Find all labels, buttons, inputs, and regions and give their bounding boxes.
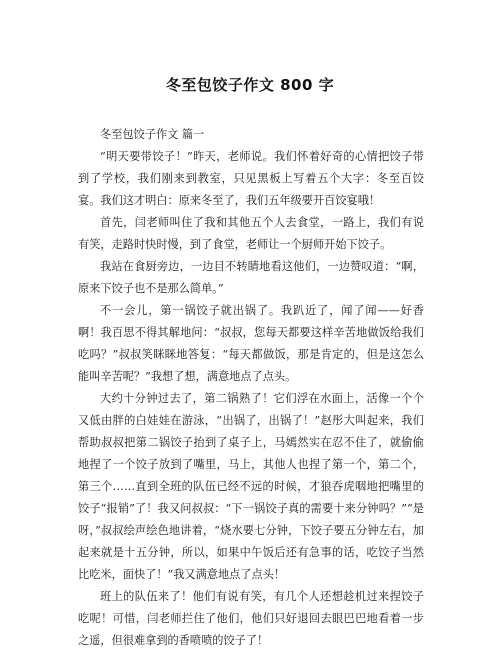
essay-subtitle: 冬至包饺子作文 篇一 — [100, 128, 205, 141]
paragraph-3: 我站在食厨旁边，一边目不转睛地看这他们，一边赞叹道：“啊，原来下饺子也不是那么简单。” — [78, 260, 424, 295]
paragraph-2: 首先，闫老师叫住了我和其他五个人去食堂，一路上，我们有说有笑，走路时快时慢，到了食堂，老师让一个厨师开始下饺子。 — [78, 216, 424, 251]
document-body — [78, 124, 424, 652]
paragraph-6: 班上的队伍来了！他们有说有笑，有几个人还想趁机过来捏饺子吃呢！可惜，闫老师拦住了他们，他们只好退回去眼巴巴地看着一步之遥，但很难拿到的香喷喷的饺子了！ — [78, 590, 424, 647]
paragraph-4: 不一会儿，第一锅饺子就出锅了。我趴近了，闻了闻——好香啊！我百思不得其解地问：“叔叔，您每天都要这样辛苦地做饭给我们吃吗？”叔叔笑眯眯地答复：“每天都做饭，那是肯定的，但是这怎么能叫辛苦呢？”我想了想，满意地点了点头。 — [78, 304, 424, 383]
document-title: 冬至包饺子作文 800 字 — [165, 76, 335, 94]
paragraph-5: 大约十分钟过去了，第二锅熟了！它们浮在水面上，活像一个个又低由胖的白娃娃在游泳，“出锅了，出锅了！”赵彤大叫起来，我们帮助叔叔把第二锅饺子抬到了桌子上，马嫣然实在忍不住了，就偷偷地捏了一个饺子放到了嘴里，马上，其他人也捏了第一个，第二个，第三个……直到全班的队伍已经不远的时候，才狼吞虎咽地把嘴里的饺子“报销”了！我又问叔叔：“下一锅饺子真的需要十来分钟吗？”“是呀，”叔叔绘声绘色地讲着，“烧水要七分钟，下饺子要五分钟左右，加起来就是十五分钟，所以，如果中午饭后还有急事的话，吃饺子当然比吃米，面快了！”我又满意地点了点头！ — [78, 392, 424, 581]
paragraph-1: “明天要带饺子！”昨天，老师说。我们怀着好奇的心情把饺子带到了学校，我们刚来到教室，只见黑板上写着五个大字：冬至百饺宴。我们这才明白：原来冬至了，我们五年级要开百饺宴哦！ — [78, 150, 424, 207]
